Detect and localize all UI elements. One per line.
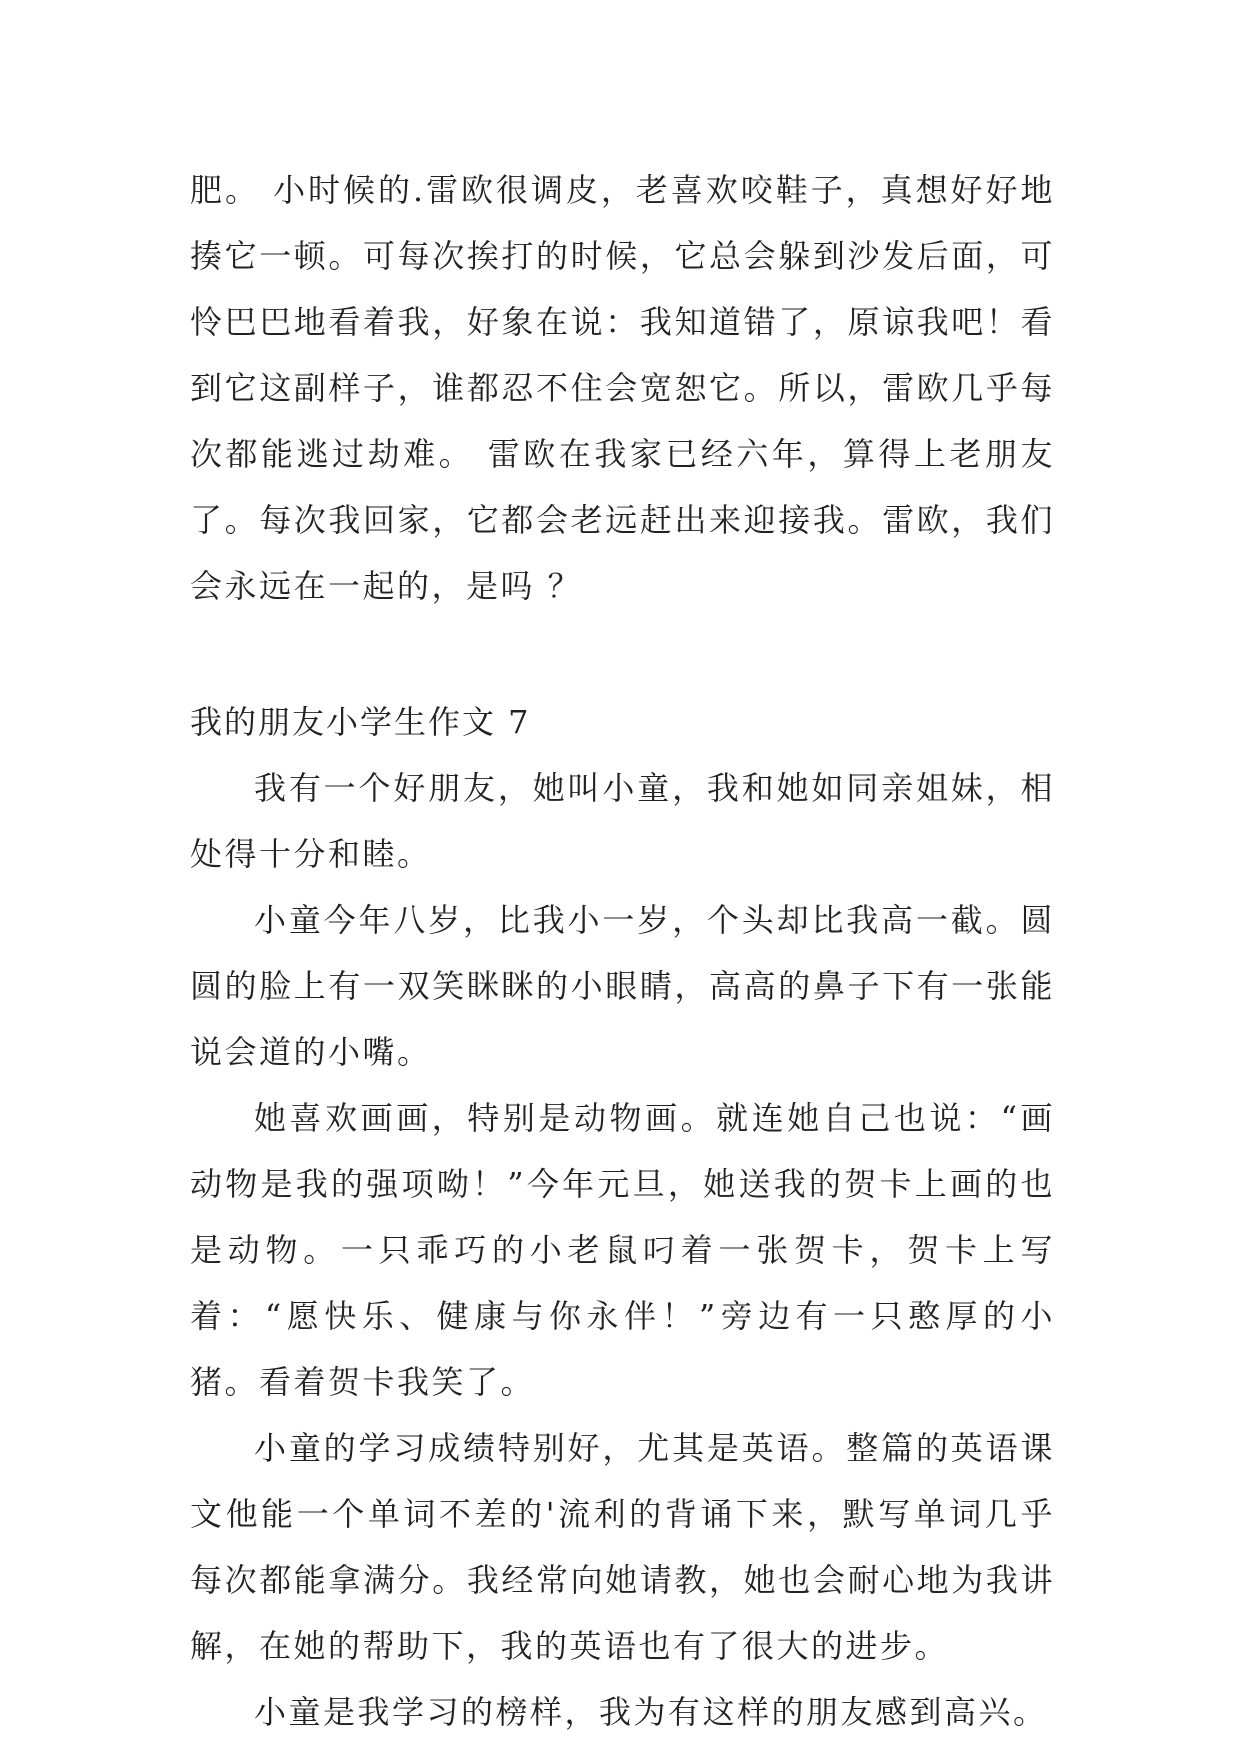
body-paragraph-1: 我有一个好朋友，她叫小童，我和她如同亲姐妹，相处得十分和睦。 [190,769,1055,873]
body-paragraph-2: 小童今年八岁，比我小一岁，个头却比我高一截。圆圆的脸上有一双笑眯眯的小眼睛，高高的鼻子下有一张能说会道的小嘴。 [190,901,1055,1071]
body-paragraph-5: 小童是我学习的榜样，我为有这样的朋友感到高兴。 [254,1693,1048,1731]
document-page [190,157,1055,1745]
essay-title: 我的朋友小学生作文 7 [190,703,531,741]
continued-paragraph: 肥。 小时候的.雷欧很调皮，老喜欢咬鞋子，真想好好地揍它一顿。可每次挨打的时候，它总会躲到沙发后面，可怜巴巴地看着我，好象在说：我知道错了，原谅我吧！看到它这副样子，谁都忍不住会宽恕它。所以，雷欧几乎每次都能逃过劫难。 雷欧在我家已经六年，算得上老朋友了。每次我回家，它都会老远赶出来迎接我。雷欧，我们会永远在一起的，是吗 ？ [190,171,1055,605]
body-paragraph-3: 她喜欢画画，特别是动物画。就连她自己也说：“画动物是我的强项呦！”今年元旦，她送我的贺卡上画的也是动物。一只乖巧的小老鼠叼着一张贺卡，贺卡上写着：“愿快乐、健康与你永伴！”旁边有一只憨厚的小猪。看着贺卡我笑了。 [190,1099,1055,1401]
body-paragraph-4: 小童的学习成绩特别好，尤其是英语。整篇的英语课文他能一个单词不差的'流利的背诵下来，默写单词几乎每次都能拿满分。我经常向她请教，她也会耐心地为我讲解，在她的帮助下，我的英语也有了很大的进步。 [190,1429,1055,1665]
